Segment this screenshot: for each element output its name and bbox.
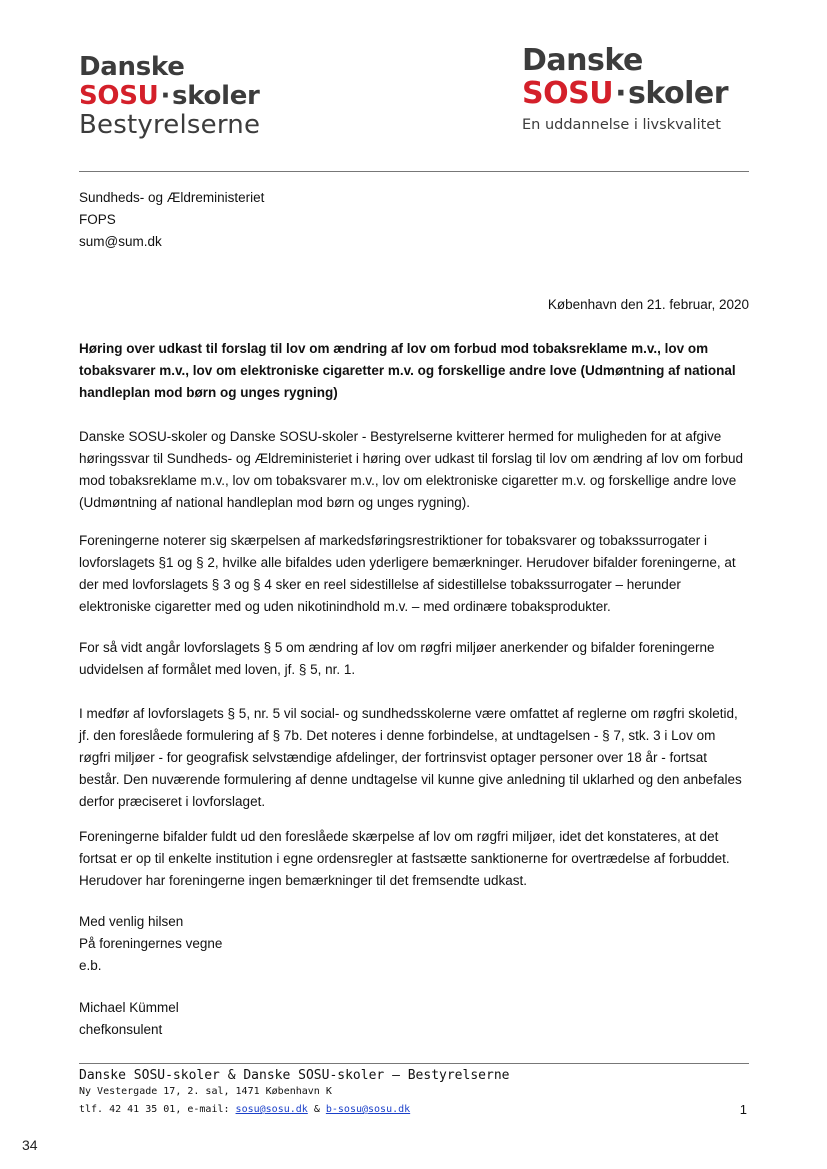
body-paragraph-4: I medfør af lovforslagets § 5, nr. 5 vil social- og sundhedsskolerne være omfattet af reglerne om røgfri skoletid, jf. den foreslåede formulering af § 7b. Det noteres i denne forbindelse, at undtagelsen - § 7, stk. 3 i Lov om røgfri miljøer - for geografisk selvstændige afdelinger, der fortrinsvist optager personer over 18 år - fortsat består. Den nuværende formulering af denne undtagelse vil kunne give anledning til uklarhed og den anbefales derfor præciseret i lovforslaget. <box>79 706 742 809</box>
logo-danske-sosu-skoler <box>522 44 728 136</box>
logo-right-sosu: SOSU <box>522 76 614 111</box>
logo-left-sosu: SOSU <box>79 81 159 111</box>
closing-line1: Med venlig hilsen <box>79 914 184 929</box>
logo-left-line2 <box>79 82 260 110</box>
header-divider <box>79 171 749 172</box>
body-paragraph-3: For så vidt angår lovforslagets § 5 om ændring af lov om røgfri miljøer anerkender og bifalder foreningerne udvidelsen af formålet med loven, jf. § 5, nr. 1. <box>79 640 715 677</box>
recipient-line3: sum@sum.dk <box>79 234 162 249</box>
footer-org: Danske SOSU-skoler & Danske SOSU-skoler – Bestyrelserne <box>79 1068 510 1083</box>
footer-contact <box>79 1100 509 1120</box>
logo-right-line1: Danske <box>522 43 643 78</box>
page-number: 1 <box>739 1102 747 1117</box>
footer-address: Ny Vestergade 17, 2. sal, 1471 København K <box>79 1086 332 1097</box>
logo-right-tagline: En uddannelse i livskvalitet <box>522 117 721 133</box>
closing-line3: e.b. <box>79 958 102 973</box>
recipient-address <box>79 187 264 253</box>
signer-name: Michael Kümmel <box>79 1000 179 1015</box>
signer-block <box>79 997 179 1041</box>
logo-right-skoler: skoler <box>627 76 729 111</box>
footer-divider <box>79 1063 749 1064</box>
footer-email-sosu-link[interactable]: sosu@sosu.dk <box>235 1104 308 1115</box>
logo-left-skoler: skoler <box>172 81 260 111</box>
margin-page-marker: 34 <box>22 1137 38 1153</box>
signer-title: chefkonsulent <box>79 1022 163 1037</box>
closing-line2: På foreningernes vegne <box>79 936 223 951</box>
logo-left-dot: · <box>160 81 171 111</box>
body-paragraph-2: Foreningerne noterer sig skærpelsen af markedsføringsrestriktioner for tobaksvarer og tobakssurrogater i lovforslagets §1 og § 2, hvilke alle bifaldes uden yderligere bemærkninger. Herudover bifalder foreningerne, at der med lovforslagets § 3 og § 4 sker en reel sidestillelse af sidestillelse tobakssurrogater – herunder elektroniske cigaretter med og uden nikotinindhold m.v. – med ordinære tobaksprodukter. <box>79 533 736 614</box>
recipient-line1: Sundheds- og Ældreministeriet <box>79 190 265 205</box>
footer <box>79 1067 509 1120</box>
letter-date: København den 21. februar, 2020 <box>547 297 749 312</box>
body-paragraph-5: Foreningerne bifalder fuldt ud den foreslåede skærpelse af lov om røgfri miljøer, idet det konstateres, at det fortsat er op til enkelte institution i egne ordensregler at fastsætte sanktionerne for overtrædelse af forbuddet. Herudover har foreningerne ingen bemærkninger til det fremsendte udkast. <box>79 829 730 888</box>
footer-contact-prefix: tlf. 42 41 35 01, e-mail: <box>79 1104 236 1115</box>
logo-left-line1: Danske <box>79 52 185 82</box>
logo-left-line3: Bestyrelserne <box>79 110 261 140</box>
closing-block <box>79 911 222 977</box>
logo-bestyrelserne <box>79 52 260 140</box>
body-paragraph-1: Danske SOSU-skoler og Danske SOSU-skoler - Bestyrelserne kvitterer hermed for muligheden for at afgive høringssvar til Sundheds- og Ældreministeriet i høring over udkast til forslag til lov om ændring af lov om forbud mod tobaksreklame m.v., lov om tobaksvarer m.v., lov om elektroniske cigaretter m.v. og forskellige andre love (Udmøntning af national handleplan mod børn og unges rygning). <box>79 429 744 510</box>
footer-email-b-sosu-link[interactable]: b-sosu@sosu.dk <box>325 1104 411 1115</box>
recipient-line2: FOPS <box>79 212 116 227</box>
logo-right-line2 <box>522 78 728 110</box>
footer-amp: & <box>307 1104 326 1115</box>
letter-subject: Høring over udkast til forslag til lov om ændring af lov om forbud mod tobaksreklame m.v., lov om tobaksvarer m.v., lov om elektroniske cigaretter m.v. og forskellige andre love (Udmøntning af national handleplan mod børn og unges rygning) <box>79 341 736 400</box>
logo-right-dot: · <box>615 76 626 111</box>
